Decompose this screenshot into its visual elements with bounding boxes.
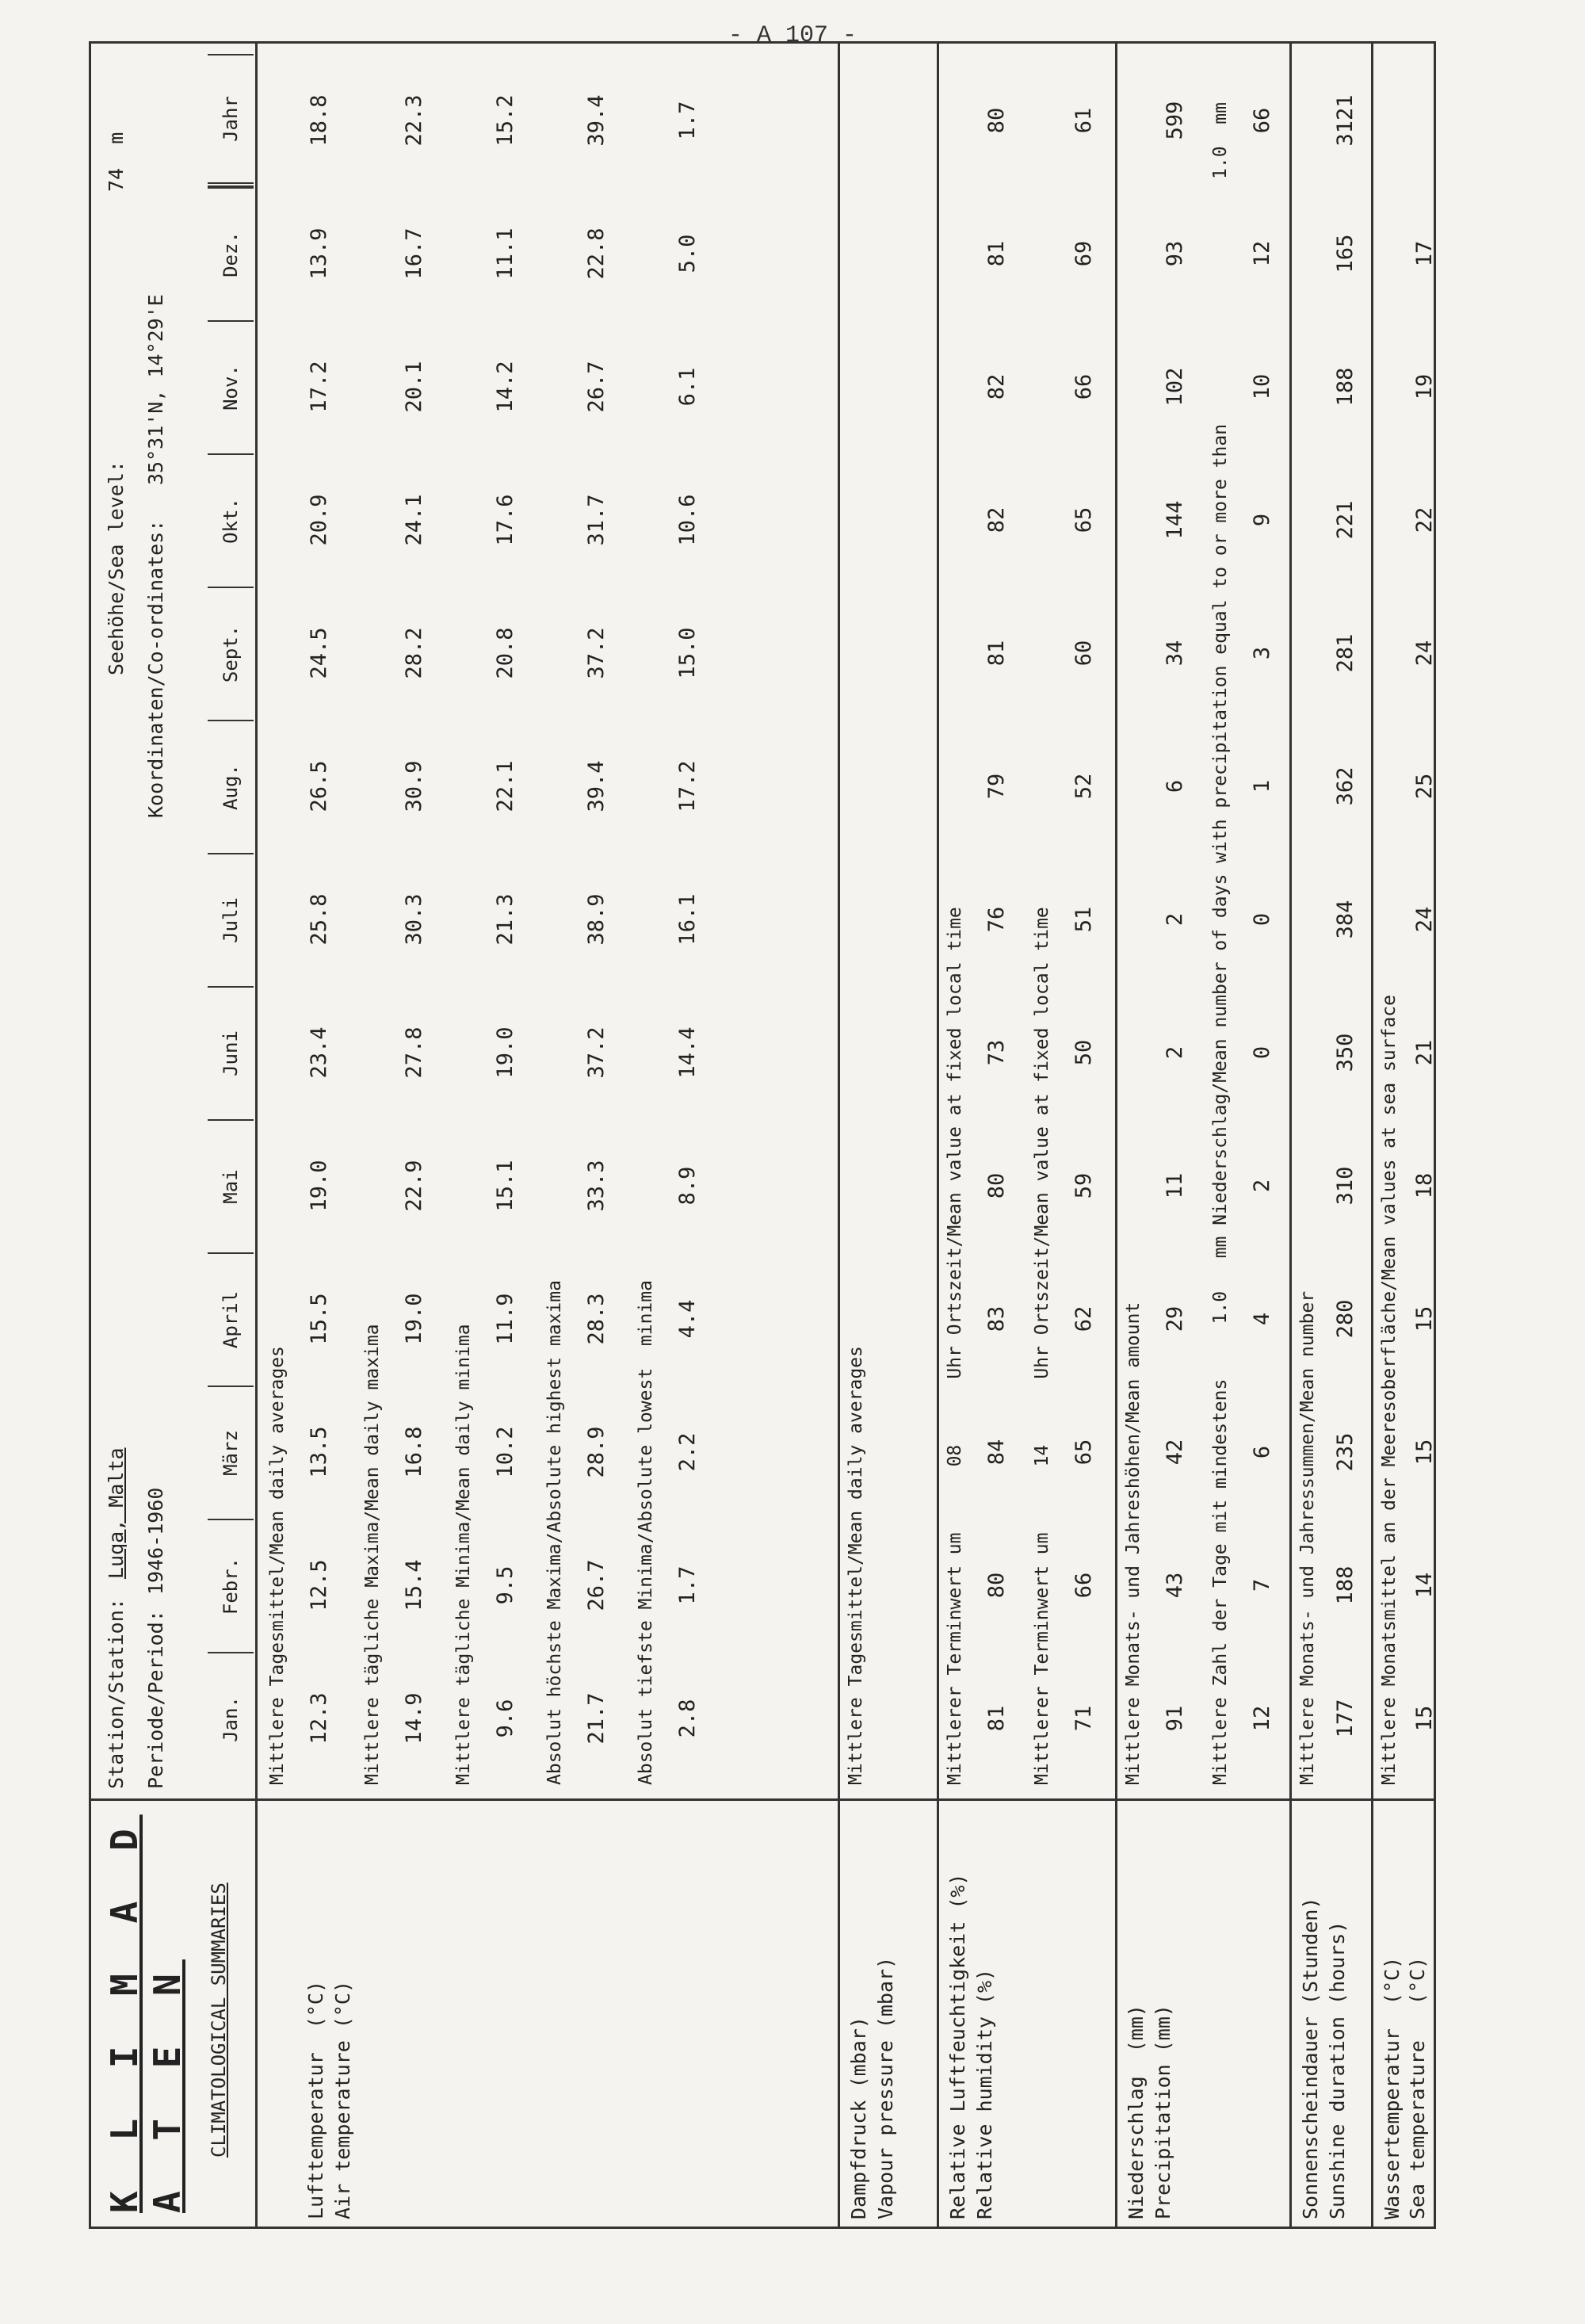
table-cell: 66	[1071, 1572, 1096, 1599]
vapour-label-de: Dampfdruck (mbar)	[847, 2016, 870, 2219]
table-cell: 82	[984, 373, 1009, 400]
station-label-text: Station/Station:	[105, 1598, 128, 1789]
table-cell: 2	[1163, 1045, 1187, 1060]
table-cell: 15	[1412, 1439, 1437, 1466]
table-cell: 14.2	[493, 361, 518, 413]
table-cell: 1.7	[675, 1565, 700, 1605]
table-cell: 20.8	[493, 627, 518, 679]
table-cell: 16.7	[402, 227, 426, 280]
sunshine-label-en: Sunshine duration (hours)	[1326, 1921, 1349, 2219]
month-header-4: Mai	[208, 1119, 254, 1252]
table-cell: 9.5	[493, 1565, 518, 1605]
row-label: Mittlere tägliche Maxima/Mean daily maxima	[362, 1324, 383, 1785]
sea-temp-label-de: Wassertemperatur (°C)	[1381, 1956, 1404, 2219]
table-cell: 20.9	[307, 494, 331, 546]
table-cell: 4	[1250, 1312, 1274, 1326]
table-cell: 12.5	[307, 1559, 331, 1611]
table-cell: 81	[984, 240, 1009, 267]
table-cell: 71	[1071, 1705, 1096, 1732]
table-cell: 61	[1071, 107, 1096, 134]
table-cell: 0	[1250, 912, 1274, 927]
vapour-label-en: Vapour pressure (mbar)	[874, 1956, 897, 2219]
table-cell: 28.2	[402, 627, 426, 679]
month-header-0: Jan.	[208, 1652, 254, 1785]
table-cell: 11	[1163, 1172, 1187, 1199]
row-label: Mittlerer Terminwert um 08 Uhr Ortszeit/Mean value at fixed local time	[945, 907, 965, 1785]
table-cell: 165	[1333, 234, 1358, 273]
table-cell: 1	[1250, 779, 1274, 793]
section-divider-vapour	[838, 41, 840, 2229]
table-cell: 19.0	[307, 1160, 331, 1212]
table-cell: 19	[1412, 373, 1437, 400]
table-cell: 9.6	[493, 1699, 518, 1738]
table-cell: 384	[1333, 900, 1358, 939]
table-cell: 76	[984, 906, 1009, 933]
table-cell: 13.5	[307, 1426, 331, 1478]
row-label: Mittlere tägliche Minima/Mean daily minima	[453, 1324, 474, 1785]
table-cell: 16.8	[402, 1426, 426, 1478]
table-cell: 6.1	[675, 367, 700, 407]
table-cell: 5.0	[675, 234, 700, 273]
table-cell: 84	[984, 1439, 1009, 1466]
table-cell: 3	[1250, 646, 1274, 660]
table-cell: 12	[1250, 1705, 1274, 1732]
row-label: Mittlere Tagesmittel/Mean daily averages	[267, 1346, 288, 1785]
table-cell: 144	[1163, 500, 1187, 540]
table-cell: 80	[984, 1572, 1009, 1599]
table-cell: 66	[1250, 107, 1274, 134]
air-temp-label-en: Air temperature (°C)	[331, 1980, 354, 2219]
table-cell: 34	[1163, 640, 1187, 667]
table-cell: 39.4	[584, 760, 609, 812]
table-cell: 24.1	[402, 494, 426, 546]
table-cell: 10.2	[493, 1426, 518, 1478]
table-cell: 14.4	[675, 1026, 700, 1079]
table-cell: 26.5	[307, 760, 331, 812]
table-cell: 11.9	[493, 1293, 518, 1345]
humidity-label-de: Relative Luftfeuchtigkeit (%)	[946, 1873, 969, 2219]
humidity-label-en: Relative humidity (%)	[973, 1968, 996, 2219]
section-divider-humidity	[937, 41, 939, 2229]
table-cell: 18.8	[307, 94, 331, 147]
month-header-7: Aug.	[208, 720, 254, 853]
label-column	[89, 1798, 1436, 2229]
table-cell: 9	[1250, 513, 1274, 527]
table-cell: 69	[1071, 240, 1096, 267]
table-cell: 17.6	[493, 494, 518, 546]
table-cell: 350	[1333, 1033, 1358, 1072]
table-cell: 19.0	[493, 1026, 518, 1079]
sea-temp-label-en: Sea temperature (°C)	[1406, 1956, 1429, 2219]
table-cell: 37.2	[584, 627, 609, 679]
table-cell: 188	[1333, 367, 1358, 407]
table-cell: 52	[1071, 773, 1096, 800]
page-subtitle: CLIMATOLOGICAL SUMMARIES	[208, 1883, 230, 2158]
month-header-6: Juli	[208, 853, 254, 986]
table-cell: 80	[984, 1172, 1009, 1199]
table-cell: 81	[984, 1705, 1009, 1732]
row-label: Mittlerer Terminwert um 14 Uhr Ortszeit/Mean value at fixed local time	[1032, 907, 1052, 1785]
rotated-climate-table	[89, 41, 1539, 2229]
table-cell: 73	[984, 1039, 1009, 1066]
table-cell: 14.9	[402, 1692, 426, 1745]
page-number: - A 107 -	[728, 22, 857, 49]
table-cell: 15.4	[402, 1559, 426, 1611]
coordinates-label: Koordinaten/Co-ordinates:	[144, 519, 167, 818]
table-cell: 91	[1163, 1705, 1187, 1732]
table-cell: 102	[1163, 367, 1187, 407]
month-header-1: Febr.	[208, 1519, 254, 1652]
station-label	[105, 1598, 128, 1789]
row-label: Mittlere Tagesmittel/Mean daily averages	[846, 1346, 866, 1785]
sunshine-label-de: Sonnenscheindauer (Stunden)	[1299, 1897, 1322, 2219]
table-cell: 19.0	[402, 1293, 426, 1345]
month-header-5: Juni	[208, 986, 254, 1119]
row-label: Mittlere Monatsmittel an der Meeresoberfläche/Mean values at sea surface	[1379, 995, 1400, 1785]
table-cell: 83	[984, 1305, 1009, 1332]
table-cell: 65	[1071, 1439, 1096, 1466]
row-extra-label: 1.0 mm	[1210, 102, 1231, 179]
table-cell: 6	[1163, 779, 1187, 793]
precip-label-en: Precipitation (mm)	[1152, 2005, 1174, 2219]
table-cell: 24	[1412, 640, 1437, 667]
table-cell: 599	[1163, 101, 1187, 140]
month-header-9: Okt.	[208, 453, 254, 587]
month-header-11: Dez.	[208, 187, 254, 320]
table-cell: 59	[1071, 1172, 1096, 1199]
table-cell: 18	[1412, 1172, 1437, 1199]
table-cell: 22.9	[402, 1160, 426, 1212]
table-cell: 80	[984, 107, 1009, 134]
table-cell: 21	[1412, 1039, 1437, 1066]
table-cell: 221	[1333, 500, 1358, 540]
period-value: 1946-1960	[144, 1487, 167, 1595]
row-label: Mittlere Zahl der Tage mit mindestens 1.0 mm Niederschlag/Mean number of days with precipitation equal to or more than	[1210, 423, 1231, 1785]
table-cell: 10	[1250, 373, 1274, 400]
sea-level-value: 74 m	[105, 132, 128, 192]
table-cell: 7	[1250, 1578, 1274, 1592]
row-label: Mittlere Monats- und Jahreshöhen/Mean amount	[1123, 1302, 1144, 1785]
table-cell: 6	[1250, 1445, 1274, 1459]
table-cell: 42	[1163, 1439, 1187, 1466]
table-cell: 2	[1250, 1179, 1274, 1193]
table-cell: 15.1	[493, 1160, 518, 1212]
section-divider-sunshine	[1289, 41, 1292, 2229]
table-cell: 13.9	[307, 227, 331, 280]
table-cell: 93	[1163, 240, 1187, 267]
table-cell: 66	[1071, 373, 1096, 400]
section-divider-sea	[1371, 41, 1373, 2229]
table-cell: 26.7	[584, 361, 609, 413]
table-cell: 24	[1412, 906, 1437, 933]
table-cell: 25.8	[307, 893, 331, 946]
coordinates-value: 35°31'N, 14°29'E	[144, 294, 167, 485]
table-cell: 8.9	[675, 1166, 700, 1206]
table-cell: 29	[1163, 1305, 1187, 1332]
table-cell: 188	[1333, 1565, 1358, 1605]
table-cell: 177	[1333, 1699, 1358, 1738]
table-cell: 15.5	[307, 1293, 331, 1345]
table-cell: 235	[1333, 1432, 1358, 1472]
table-cell: 28.9	[584, 1426, 609, 1478]
month-header-12: Jahr	[208, 54, 254, 187]
row-label: Absolut höchste Maxima/Absolute highest maxima	[544, 1280, 565, 1785]
period-label: Periode/Period:	[144, 1610, 167, 1789]
table-cell: 15.0	[675, 627, 700, 679]
month-header-10: Nov.	[208, 320, 254, 453]
table-cell: 14	[1412, 1572, 1437, 1599]
month-header-2: März	[208, 1386, 254, 1519]
table-cell: 51	[1071, 906, 1096, 933]
table-cell: 22.8	[584, 227, 609, 280]
table-cell: 0	[1250, 1045, 1274, 1060]
table-cell: 15.2	[493, 94, 518, 147]
table-cell: 27.8	[402, 1026, 426, 1079]
table-cell: 16.1	[675, 893, 700, 946]
table-cell: 39.4	[584, 94, 609, 147]
table-cell: 2.8	[675, 1699, 700, 1738]
section-divider-precip	[1115, 41, 1117, 2229]
month-header-3: April	[208, 1252, 254, 1386]
table-cell: 4.4	[675, 1299, 700, 1339]
table-cell: 17	[1412, 240, 1437, 267]
table-cell: 280	[1333, 1299, 1358, 1339]
table-cell: 11.1	[493, 227, 518, 280]
table-cell: 12.3	[307, 1692, 331, 1745]
table-cell: 10.6	[675, 494, 700, 546]
table-cell: 2.2	[675, 1432, 700, 1472]
header-divider	[255, 41, 258, 2229]
table-cell: 22	[1412, 506, 1437, 533]
table-cell: 362	[1333, 766, 1358, 806]
table-cell: 23.4	[307, 1026, 331, 1079]
table-cell: 21.3	[493, 893, 518, 946]
table-cell: 21.7	[584, 1692, 609, 1745]
row-label: Mittlere Monats- und Jahressummen/Mean number	[1297, 1290, 1318, 1785]
table-cell: 62	[1071, 1305, 1096, 1332]
table-cell: 82	[984, 506, 1009, 533]
page-title: K L I M A D A T E N	[103, 1814, 189, 2213]
table-cell: 50	[1071, 1039, 1096, 1066]
table-cell: 15	[1412, 1705, 1437, 1732]
table-cell: 281	[1333, 633, 1358, 673]
table-cell: 81	[984, 640, 1009, 667]
station-value: Luqa, Malta	[105, 1447, 128, 1579]
table-cell: 20.1	[402, 361, 426, 413]
table-cell: 79	[984, 773, 1009, 800]
table-cell: 22.3	[402, 94, 426, 147]
table-cell: 2	[1163, 912, 1187, 927]
table-cell: 25	[1412, 773, 1437, 800]
table-cell: 310	[1333, 1166, 1358, 1206]
month-header-8: Sept.	[208, 587, 254, 720]
table-cell: 31.7	[584, 494, 609, 546]
table-cell: 30.9	[402, 760, 426, 812]
table-cell: 1.7	[675, 101, 700, 140]
table-cell: 17.2	[675, 760, 700, 812]
table-cell: 28.3	[584, 1293, 609, 1345]
row-label: Absolut tiefste Minima/Absolute lowest minima	[636, 1280, 656, 1785]
sea-level-label: Seehöhe/Sea level:	[105, 461, 128, 675]
table-cell: 26.7	[584, 1559, 609, 1611]
table-cell: 38.9	[584, 893, 609, 946]
precip-label-de: Niederschlag (mm)	[1125, 2005, 1148, 2219]
table-cell: 17.2	[307, 361, 331, 413]
table-cell: 24.5	[307, 627, 331, 679]
table-cell: 37.2	[584, 1026, 609, 1079]
table-cell: 3121	[1333, 94, 1358, 147]
table-cell: 60	[1071, 640, 1096, 667]
table-cell: 65	[1071, 506, 1096, 533]
air-temp-label-de: Lufttemperatur (°C)	[304, 1980, 327, 2219]
table-cell: 12	[1250, 240, 1274, 267]
table-cell: 33.3	[584, 1160, 609, 1212]
table-cell: 15	[1412, 1305, 1437, 1332]
table-cell: 30.3	[402, 893, 426, 946]
table-cell: 22.1	[493, 760, 518, 812]
table-cell: 43	[1163, 1572, 1187, 1599]
